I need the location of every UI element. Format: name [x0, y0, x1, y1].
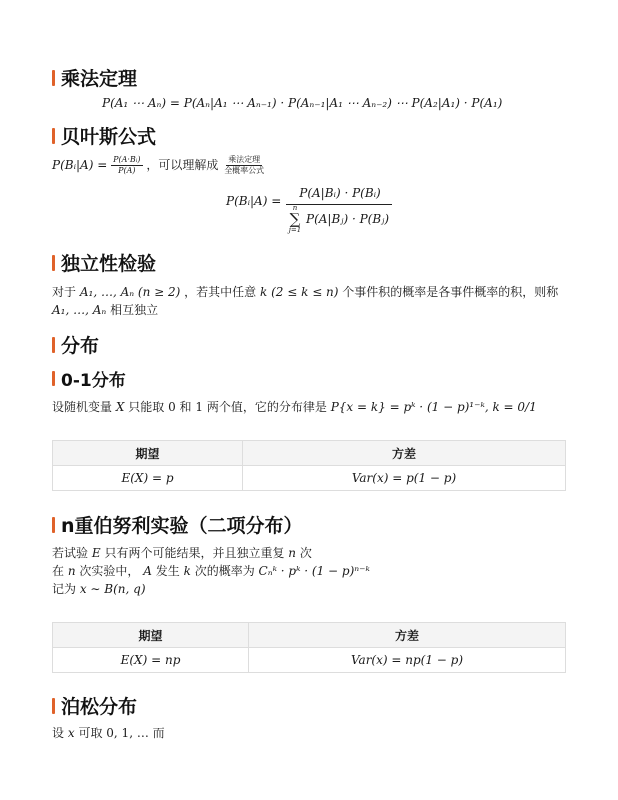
math: n — [288, 546, 297, 560]
heading-zero-one-distribution — [52, 366, 126, 391]
table-header-row — [53, 623, 566, 648]
bayes-short-line — [52, 155, 266, 176]
table-cell: E(X) = np — [53, 648, 249, 673]
table-row — [53, 648, 566, 673]
math: A — [143, 564, 152, 578]
math: 0 — [168, 400, 176, 414]
text: 设 — [52, 726, 65, 740]
text: 相互独立 — [110, 303, 159, 317]
heading-text: 分布 — [61, 335, 100, 357]
fraction-denominator: 全概率公式 — [224, 166, 265, 175]
text: 只有两个可能结果，并且独立重复 — [104, 546, 285, 560]
bayes-word-fraction — [222, 155, 266, 176]
bernoulli-line-1 — [52, 544, 312, 562]
heading-multiplication-theorem — [52, 64, 137, 91]
sigma-icon: ∑ — [289, 210, 301, 228]
math: A₁, …, Aₙ — [52, 303, 107, 317]
math: E — [91, 546, 101, 560]
sum-upper-limit: n — [292, 204, 298, 212]
table-header-cell: 期望 — [53, 441, 243, 466]
text: 次的概率为 — [194, 564, 255, 578]
bernoulli-line-3 — [52, 580, 146, 598]
heading-bayes-formula — [52, 122, 156, 149]
fraction-denominator: P(A) — [118, 166, 136, 175]
bayes-big-lhs: P(Bᵢ|A) = — [226, 194, 282, 208]
heading-bernoulli-binomial — [52, 511, 303, 538]
table-header-cell: 方差 — [243, 441, 566, 466]
text: 记为 — [52, 582, 77, 596]
fraction-numerator: P(A·Bᵢ) — [113, 155, 141, 164]
math: Cₙᵏ · pᵏ · (1 − p)ⁿ⁻ᵏ — [258, 564, 370, 578]
heading-text: n重伯努利实验（二项分布） — [61, 515, 303, 537]
fraction-numerator: 乘法定理 — [228, 155, 261, 164]
bayes-big-numerator: P(A|Bᵢ) · P(Bᵢ) — [299, 186, 381, 200]
text: 次 — [299, 546, 312, 560]
text: 而 — [152, 726, 165, 740]
heading-accent-bar — [52, 517, 55, 533]
bayes-lhs: P(Bᵢ|A) = — [52, 158, 108, 172]
heading-accent-bar — [52, 698, 55, 714]
heading-text: 贝叶斯公式 — [61, 126, 157, 148]
text: 只能取 — [128, 400, 165, 414]
heading-distributions — [52, 331, 99, 358]
math: n — [67, 564, 76, 578]
heading-poisson-distribution — [52, 692, 137, 719]
text: 发生 — [155, 564, 180, 578]
table-row — [53, 466, 566, 491]
heading-text: 泊松分布 — [61, 696, 138, 718]
text: 对于 — [52, 285, 77, 299]
bayes-sum-symbol — [286, 205, 304, 234]
text: 在 — [52, 564, 65, 578]
zero-one-table — [52, 440, 566, 491]
text: 个事件积的概率是各事件概率的积，则称 — [342, 285, 559, 299]
text: 若试验 — [52, 546, 89, 560]
math: A₁, …, Aₙ (n ≥ 2) — [79, 285, 181, 299]
math: k (2 ≤ k ≤ n) — [260, 285, 339, 299]
binomial-table — [52, 622, 566, 673]
heading-accent-bar — [52, 337, 55, 353]
table-header-cell: 期望 — [53, 623, 249, 648]
math: k — [183, 564, 191, 578]
heading-independence — [52, 249, 156, 276]
heading-accent-bar — [52, 128, 55, 144]
table-header-row — [53, 441, 566, 466]
zero-one-description — [52, 398, 537, 416]
math: 1 — [195, 400, 204, 414]
poisson-description — [52, 724, 165, 742]
multiplication-formula: P(A₁ ⋯ Aₙ) = P(Aₙ|A₁ ⋯ Aₙ₋₁) · P(Aₙ₋₁|A₁ ⋯ Aₙ₋₂) ⋯ P(A₂|A₁) · P(A₁) — [102, 96, 503, 110]
bernoulli-line-2 — [52, 562, 370, 580]
text: 设随机变量 — [52, 400, 113, 414]
heading-text: 乘法定理 — [61, 68, 138, 90]
table-cell: Var(x) = np(1 − p) — [249, 648, 566, 673]
text: 和 — [179, 400, 192, 414]
text: ，若其中任意 — [184, 285, 257, 299]
heading-accent-bar — [52, 371, 55, 386]
math: 0, 1, … — [106, 726, 149, 740]
bayes-big-denominator: P(A|Bⱼ) · P(Bⱼ) — [306, 212, 390, 226]
bayes-inline-fraction — [111, 155, 142, 176]
text: 次实验中， — [79, 564, 140, 578]
text: 两个值，它的分布律是 — [206, 400, 327, 414]
sum-lower-limit: j=1 — [288, 226, 302, 234]
heading-accent-bar — [52, 70, 55, 86]
math: x — [67, 726, 75, 740]
independence-line-1 — [52, 283, 558, 301]
math: X — [115, 400, 125, 414]
table-header-cell: 方差 — [249, 623, 566, 648]
text: 可取 — [78, 726, 103, 740]
bayes-explain-text: ，可以理解成 — [146, 158, 219, 172]
math: x ∼ B(n, q) — [79, 582, 146, 596]
heading-accent-bar — [52, 255, 55, 271]
heading-text: 0-1分布 — [61, 371, 126, 391]
independence-line-2 — [52, 301, 158, 319]
table-cell: Var(x) = p(1 − p) — [243, 466, 566, 491]
math: P{x = k} = pᵏ · (1 − p)¹⁻ᵏ, k = 0/1 — [330, 400, 537, 414]
heading-text: 独立性检验 — [61, 253, 157, 275]
table-cell: E(X) = p — [53, 466, 243, 491]
